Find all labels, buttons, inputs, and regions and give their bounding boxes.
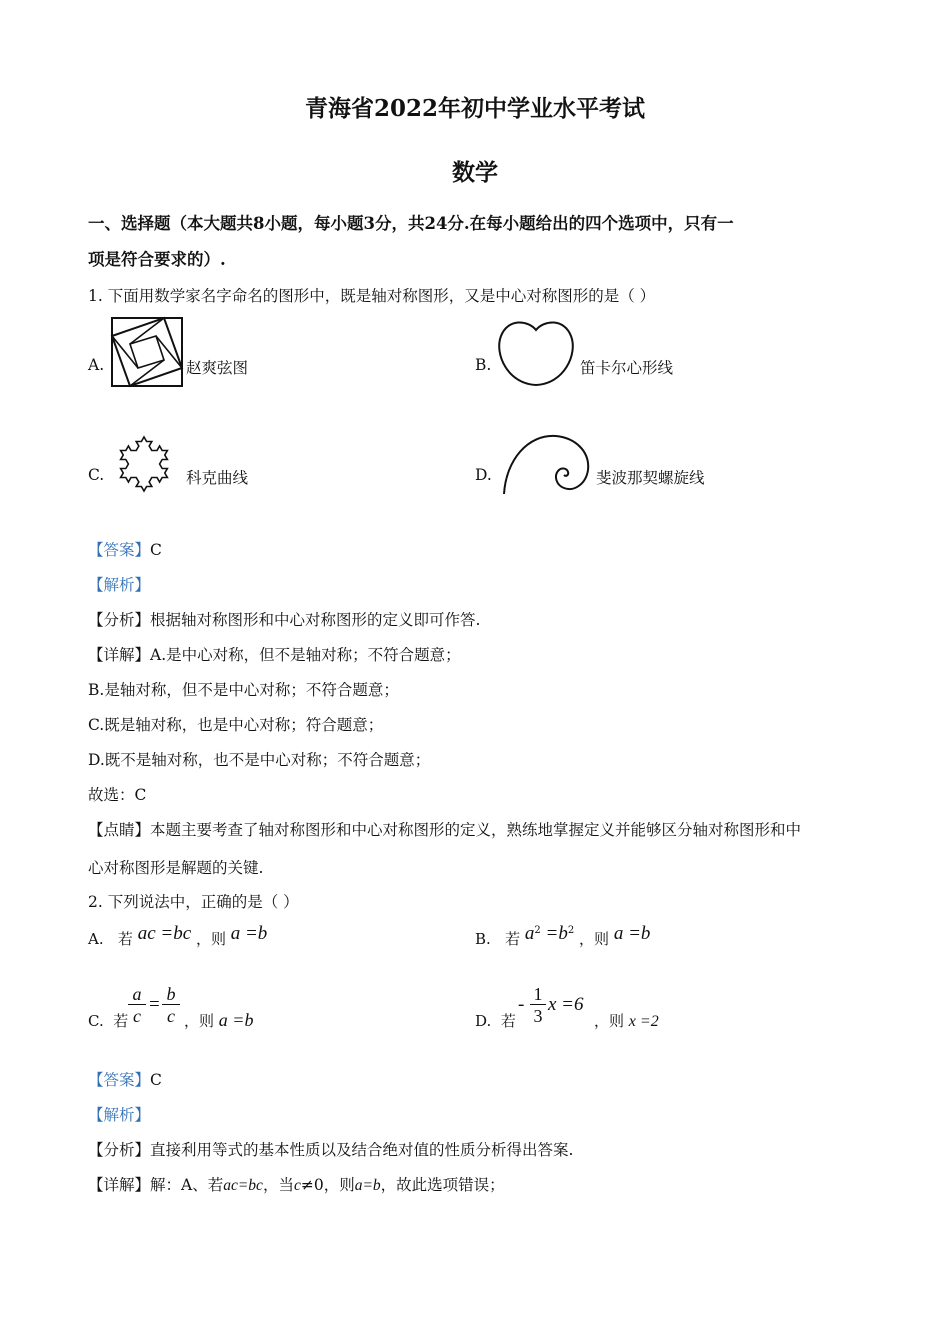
q2-option-d-frac	[530, 984, 546, 1027]
q2-option-c-result: a =b	[218, 1010, 254, 1030]
q2-option-b-a: a	[524, 923, 535, 944]
q2-option-b-ruo: 若	[505, 930, 521, 948]
q2-analysis-tag: 【解析】	[88, 1106, 151, 1124]
q1-answer: C	[150, 541, 162, 559]
q2-option-b-sup2: 2	[567, 925, 575, 936]
q1-option-c-letter: C.	[88, 466, 105, 484]
q2-option-a-cond: ac =bc	[137, 923, 192, 944]
q2-option-c-letter	[88, 1010, 128, 1031]
q2-option-d-eq: x =6	[548, 994, 584, 1015]
q1-detail-d: D.既不是轴对称，也不是中心对称；不符合题意；	[88, 751, 431, 769]
q1-detail-a: A.是中心对称，但不是轴对称；不符合题意；	[150, 646, 461, 664]
q1-dianjing-line2: 心对称图形是解题的关键.	[88, 859, 264, 877]
q2-option-a-ruo: 若	[117, 930, 133, 948]
fibonacci-spiral-icon	[500, 430, 592, 496]
q1-detail-c: C.既是轴对称，也是中心对称；符合题意；	[88, 716, 384, 734]
exam-title: 青海省2022年初中学业水平考试	[304, 95, 645, 122]
q1-stem: 1. 下面用数学家名字命名的图形中，既是轴对称图形，又是中心对称图形的是（ ）	[88, 287, 656, 305]
q2-option-d-result: x =2	[628, 1013, 659, 1030]
q2-detail-line	[88, 1173, 505, 1195]
q2-option-c-ruo: 若	[113, 1012, 129, 1030]
q2-detail-pre: 解：A、若	[150, 1176, 224, 1194]
q2-option-c-ze: ，则	[184, 1012, 215, 1030]
q2-option-d-letter	[475, 1010, 516, 1031]
q2-option-c-frac1	[128, 984, 146, 1027]
q2-option-c-num1: a	[128, 984, 146, 1005]
q2-answer-line	[88, 1068, 162, 1090]
q2-option-c-num2: b	[162, 984, 180, 1005]
detail-tag: 【详解】	[88, 1176, 151, 1194]
q2-answer: C	[150, 1071, 162, 1089]
q1-option-d-letter: D.	[475, 466, 492, 484]
q1-dianjing-line1	[88, 818, 801, 840]
section-heading-line2: 项是符合要求的）.	[88, 250, 226, 269]
q2-option-d-ze: ，则	[594, 1012, 625, 1030]
q1-option-b-letter: B.	[475, 356, 492, 374]
answer-tag: 【答案】	[88, 541, 151, 559]
q1-fenxi-line	[88, 608, 480, 630]
q1-option-b-label: 笛卡尔心形线	[580, 359, 674, 377]
section-heading-line1: 一、选择题（本大题共8小题，每小题3分，共24分.在每小题给出的四个选项中，只有一	[88, 214, 734, 233]
cardioid-icon	[496, 318, 576, 388]
q2-option-a-result: a =b	[230, 923, 268, 944]
subject-title: 数学	[452, 159, 498, 186]
q1-fenxi: 根据轴对称图形和中心对称图形的定义即可作答.	[150, 611, 481, 629]
q2-fenxi: 直接利用等式的基本性质以及结合绝对值的性质分析得出答案.	[150, 1141, 574, 1159]
q2-option-b	[475, 923, 651, 950]
q2-option-c-frac2	[162, 984, 180, 1027]
q1-option-a-letter: A.	[88, 356, 105, 374]
q2-option-d-minus: -	[518, 994, 525, 1015]
q2-option-a-ze: ，则	[195, 930, 226, 948]
q2-detail-mid1: ，当	[262, 1176, 294, 1194]
q2-option-a	[88, 923, 268, 950]
q1-analysis-tag: 【解析】	[88, 576, 151, 594]
q2-option-d-letter-text: D.	[475, 1012, 492, 1030]
q2-option-c-tail	[184, 1010, 253, 1031]
koch-snowflake-icon	[106, 424, 182, 504]
q2-option-b-sup1: 2	[534, 925, 541, 936]
q2-detail-post: ，故此选项错误；	[380, 1176, 505, 1194]
q2-stem: 2. 下列说法中，正确的是（ ）	[88, 893, 299, 911]
answer-tag: 【答案】	[88, 1071, 151, 1089]
zhao-shuang-diagram-icon	[110, 316, 184, 388]
q2-option-c-den1: c	[133, 1006, 141, 1026]
q2-option-c-den2: c	[167, 1006, 175, 1026]
q2-option-d-ruo: 若	[500, 1012, 516, 1030]
q2-option-d-rest	[548, 994, 584, 1016]
q2-option-d-num: 1	[530, 984, 546, 1005]
q2-option-d-den: 3	[533, 1006, 543, 1026]
q2-option-a-letter: A.	[88, 930, 104, 948]
q2-option-c-eq: =	[149, 994, 160, 1015]
dianjing-tag: 【点睛】	[88, 821, 151, 839]
q2-option-b-eq: =b	[540, 923, 568, 944]
q1-choose: 故选：C	[88, 786, 147, 804]
q2-option-c-letter-text: C.	[88, 1012, 104, 1030]
q1-dianjing-text: 本题主要考查了轴对称图形和中心对称图形的定义，熟练地掌握定义并能够区分轴对称图形和中	[150, 821, 802, 839]
q2-detail-math3: a=b	[354, 1177, 381, 1194]
q2-option-b-result: a =b	[613, 923, 651, 944]
q2-option-d-tail	[594, 1010, 659, 1031]
q1-option-a-label: 赵爽弦图	[186, 359, 249, 377]
q2-detail-mid2: ≠0，则	[300, 1176, 355, 1194]
fenxi-tag: 【分析】	[88, 611, 151, 629]
q1-answer-line	[88, 538, 162, 560]
q2-detail-math2: c	[293, 1177, 301, 1194]
q2-detail-math1: ac=bc	[223, 1177, 263, 1194]
q1-detail-b: B.是轴对称，但不是中心对称；不符合题意；	[88, 681, 399, 699]
q1-detail-line	[88, 643, 461, 665]
q2-option-b-letter: B.	[475, 930, 491, 948]
q2-fenxi-line	[88, 1138, 573, 1160]
detail-tag: 【详解】	[88, 646, 151, 664]
fenxi-tag: 【分析】	[88, 1141, 151, 1159]
q1-option-c-label: 科克曲线	[186, 469, 249, 487]
q2-option-b-ze: ，则	[579, 930, 610, 948]
q1-option-d-label: 斐波那契螺旋线	[596, 469, 705, 487]
